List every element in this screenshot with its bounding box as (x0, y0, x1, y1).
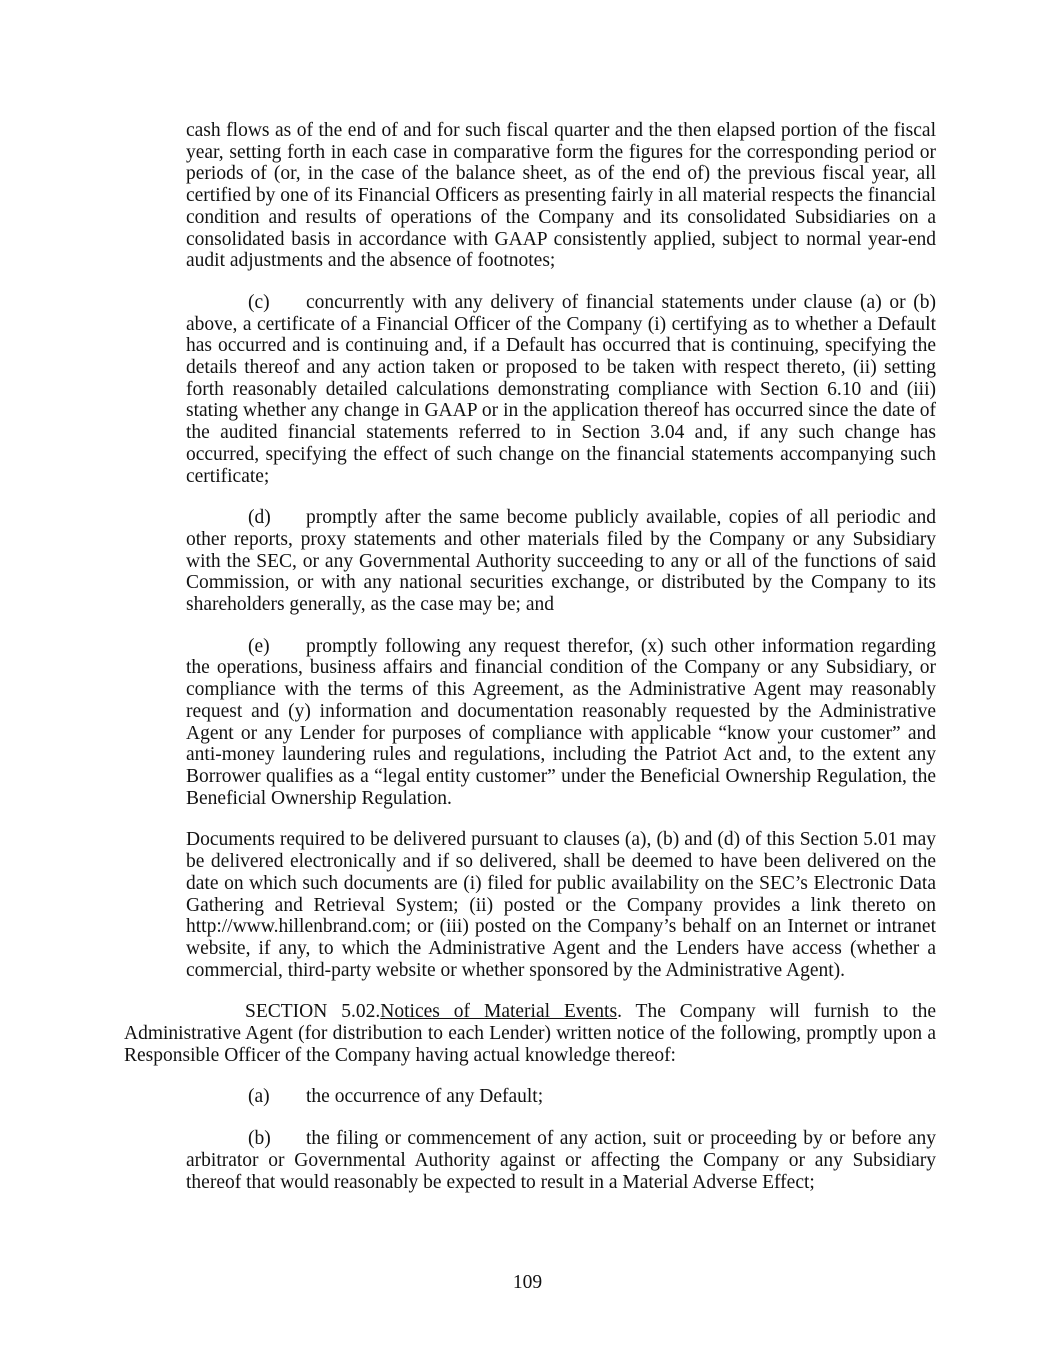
clause-a-text: the occurrence of any Default; (306, 1086, 544, 1108)
clause-b-text: the filing or commencement of any action, suit or proceeding by or before any arbitrator or Governmental Authority against or affecting the Company or any Subsidiary thereof that would reasonably be expected to result in a Material Adverse Effect; (186, 1128, 936, 1193)
clause-b (186, 1128, 936, 1193)
page-content (124, 120, 936, 1213)
clause-e (186, 636, 936, 810)
clause-b-label: (b) (248, 1128, 271, 1150)
section-5-02-title: Notices of Material Events (380, 1001, 618, 1023)
section-5-02-number: SECTION 5.02. (245, 1001, 381, 1023)
clause-e-label: (e) (248, 635, 270, 657)
paragraph-electronic-delivery: Documents required to be delivered pursuant to clauses (a), (b) and (d) of this Section 5.01 may be delivered electronically and if so delivered, shall be deemed to have been delivered on the date on which such documents are (i) filed for public availability on the SEC’s Electronic Data Gathering and Retrieval System; (ii) posted or the Company provides a link thereto on http://www.hillenbrand.com; or (iii) posted on the Company’s behalf on an Internet or intranet website, if any, to which the Administrative Agent and the Lenders have access (whether a commercial, third-party website or whether sponsored by the Administrative Agent). (186, 829, 936, 981)
section-5-02-body: . The Company will furnish to the Administrative Agent (for distribution to each Lender) written notice of the following, promptly upon a Responsible Officer of the Company having actual knowledge thereof: (124, 1001, 936, 1066)
clause-a-label: (a) (248, 1086, 270, 1108)
clause-e-text: promptly following any request therefor, (x) such other information regarding the operations, business affairs and financial condition of the Company or any Subsidiary, or compliance with the terms of this Agreement, as the Administrative Agent may reasonably request and (y) information and documentation reasonably requested by the Administrative Agent or any Lender for purposes of compliance with applicable “know your customer” and anti-money laundering rules and regulations, including the Patriot Act and, to the extent any Borrower qualifies as a “legal entity customer” under the Beneficial Ownership Regulation, the Beneficial Ownership Regulation. (186, 635, 936, 809)
clause-d (186, 507, 936, 616)
clause-c-text: concurrently with any delivery of financial statements under clause (a) or (b) above, a certificate of a Financial Officer of the Company (i) certifying as to whether a Default has occurred and is continuing and, if a Default has occurred that is continuing, specifying the details thereof and any action taken or proposed to be taken with respect thereto, (ii) setting forth reasonably detailed calculations demonstrating compliance with Section 6.10 and (iii) stating whether any change in GAAP or in the application thereof has occurred since the date of the audited financial statements referred to in Section 3.04 and, if any such change has occurred, specifying the effect of such change on the financial statements accompanying such certificate; (186, 291, 936, 487)
page-number: 109 (512, 1272, 543, 1293)
section-5-02-paragraph (124, 1001, 936, 1066)
clause-c-label: (c) (248, 291, 270, 313)
clause-c (186, 292, 936, 487)
clause-d-label: (d) (248, 507, 271, 529)
clause-a (186, 1086, 936, 1108)
paragraph-fiscal-statements-continuation: cash flows as of the end of and for such fiscal quarter and the then elapsed portion of the fiscal year, setting forth in each case in comparative form the figures for the corresponding period or periods of (or, in the case of the balance sheet, as of the end of) the previous fiscal year, all certified by one of its Financial Officers as presenting fairly in all material respects the financial condition and results of operations of the Company and its consolidated Subsidiaries on a consolidated basis in accordance with GAAP consistently applied, subject to normal year-end audit adjustments and the absence of footnotes; (186, 120, 936, 272)
clause-d-text: promptly after the same become publicly available, copies of all periodic and other reports, proxy statements and other materials filed by the Company or any Subsidiary with the SEC, or any Governmental Authority succeeding to any or all of the functions of said Commission, or with any national securities exchange, or distributed by the Company to its shareholders generally, as the case may be; and (186, 507, 936, 616)
